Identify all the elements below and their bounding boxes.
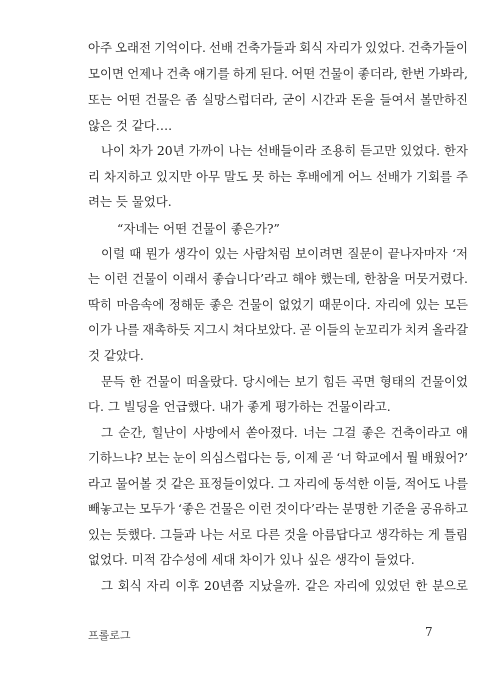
body-line: 이럴 때 뭔가 생각이 있는 사람처럼 보이려면 질문이 끝나자마자 ‘저	[101, 246, 468, 261]
body-line: 빼놓고는 모두가 ‘좋은 건물은 이런 것이다’라는 분명한 기준을 공유하고	[88, 501, 468, 516]
footer-section-label: 프롤로그	[88, 629, 131, 642]
body-line: 리 차지하고 있지만 아무 말도 못 하는 후배에게 어느 선배가 기회를 주	[88, 169, 468, 184]
body-line: 이가 나를 재촉하듯 지그시 쳐다보았다. 곧 이들의 눈꼬리가 치켜 올라갈	[88, 322, 468, 337]
page-number: 7	[425, 625, 433, 639]
body-line: 것 같았다.	[88, 348, 144, 363]
body-line: 않은 것 같다….	[88, 118, 173, 133]
body-line: 려는 듯 물었다.	[88, 194, 172, 209]
body-line: 는 이런 건물이 이래서 좋습니다’라고 해야 했는데, 한참을 머뭇거렸다.	[88, 271, 468, 286]
body-line: 그 순간, 힐난이 사방에서 쏟아졌다. 너는 그걸 좋은 건축이라고 얘	[101, 425, 468, 440]
body-line: 딱히 마음속에 정해둔 좋은 건물이 없었기 때문이다. 자리에 있는 모든	[88, 297, 468, 312]
body-line: 나이 차가 20년 가까이 나는 선배들이라 조용히 듣고만 있었다. 한자	[101, 143, 468, 158]
body-line: 없었다. 미적 감수성에 세대 차이가 있나 싶은 생각이 들었다.	[88, 552, 415, 567]
body-line: 또는 어떤 건물은 좀 실망스럽더라, 굳이 시간과 돈을 들여서 볼만하진	[88, 92, 468, 107]
body-line: 그 회식 자리 이후 20년쯤 지났을까. 같은 자리에 있었던 한 분으로	[101, 578, 468, 593]
body-line: 라고 물어볼 것 같은 표정들이었다. 그 자리에 동석한 이들, 적어도 나를	[88, 476, 468, 491]
body-line: “자네는 어떤 건물이 좋은가?”	[117, 221, 280, 236]
body-line: 아주 오래전 기억이다. 선배 건축가들과 회식 자리가 있었다. 건축가들이	[88, 40, 468, 55]
body-line: 모이면 언제나 건축 얘기를 하게 된다. 어떤 건물이 좋더라, 한번 가봐라,	[88, 66, 468, 81]
body-line: 다. 그 빌딩을 언급했다. 내가 좋게 평가하는 건물이라고.	[88, 399, 391, 414]
body-line: 기하느냐? 보는 눈이 의심스럽다는 등, 이제 곧 ‘너 학교에서 뭘 배웠어?’	[88, 450, 468, 465]
body-line: 문득 한 건물이 떠올랐다. 당시에는 보기 힘든 곡면 형태의 건물이었	[101, 374, 468, 389]
body-line: 있는 듯했다. 그들과 나는 서로 다른 것을 아름답다고 생각하는 게 틀림	[88, 527, 468, 542]
